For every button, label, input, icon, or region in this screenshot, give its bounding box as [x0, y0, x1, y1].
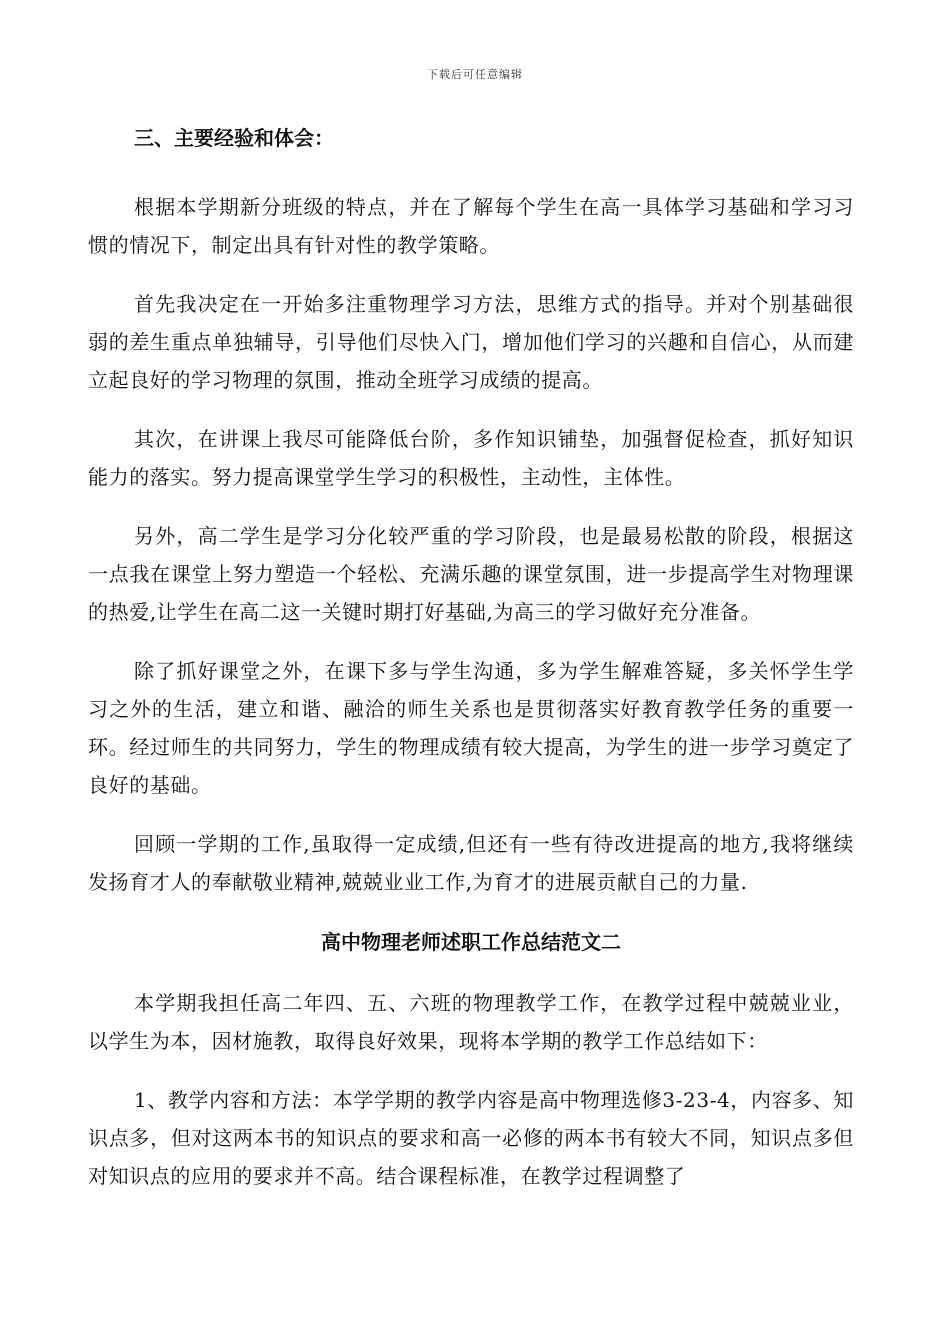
paragraph: 其次，在讲课上我尽可能降低台阶，多作知识铺垫，加强督促检查，抓好知识能力的落实。努力提高课堂学生学习的积极性，主动性，主体性。 — [88, 427, 854, 489]
paragraph: 本学期我担任高二年四、五、六班的物理教学工作，在教学过程中兢兢业业，以学生为本，因材施教，取得良好效果，现将本学期的教学工作总结如下： — [88, 991, 854, 1053]
article-title: 高中物理老师述职工作总结范文二 — [321, 930, 621, 954]
section-heading: 三、主要经验和体会： — [134, 126, 334, 150]
paragraph: 回顾一学期的工作,虽取得一定成绩,但还有一些有待改进提高的地方,我将继续发扬育才人的奉献敬业精神,兢兢业业工作,为育才的进展贡献自己的力量. — [88, 832, 854, 894]
paragraph: 1、教学内容和方法：本学学期的教学内容是高中物理选修3-23-4，内容多、知识点多，但对这两本书的知识点的要求和高一必修的两本书有较大不同，知识点多但对知识点的应用的要求并不高。结合课程标准，在教学过程调整了 — [88, 1088, 854, 1188]
document-body — [88, 118, 854, 1216]
paragraph: 首先我决定在一开始多注重物理学习方法，思维方式的指导。并对个别基础很弱的差生重点单独辅导，引导他们尽快入门，增加他们学习的兴趣和自信心，从而建立起良好的学习物理的氛围，推动全班学习成绩的提高。 — [88, 292, 854, 392]
paragraph: 根据本学期新分班级的特点，并在了解每个学生在高一具体学习基础和学习习惯的情况下，制定出具有针对性的教学策略。 — [88, 195, 854, 257]
paragraph: 另外，高二学生是学习分化较严重的学习阶段，也是最易松散的阶段，根据这一点我在课堂上努力塑造一个轻松、充满乐趣的课堂氛围，进一步提高学生对物理课的热爱,让学生在高二这一关键时期打好基础,为高三的学习做好充分准备。 — [88, 524, 854, 624]
paragraph: 除了抓好课堂之外，在课下多与学生沟通，多为学生解难答疑，多关怀学生学习之外的生活，建立和谐、融洽的师生关系也是贯彻落实好教育教学任务的重要一环。经过师生的共同努力，学生的物理成绩有较大提高，为学生的进一步学习奠定了良好的基础。 — [88, 659, 854, 797]
header-note: 下载后可任意编辑 — [427, 68, 523, 81]
